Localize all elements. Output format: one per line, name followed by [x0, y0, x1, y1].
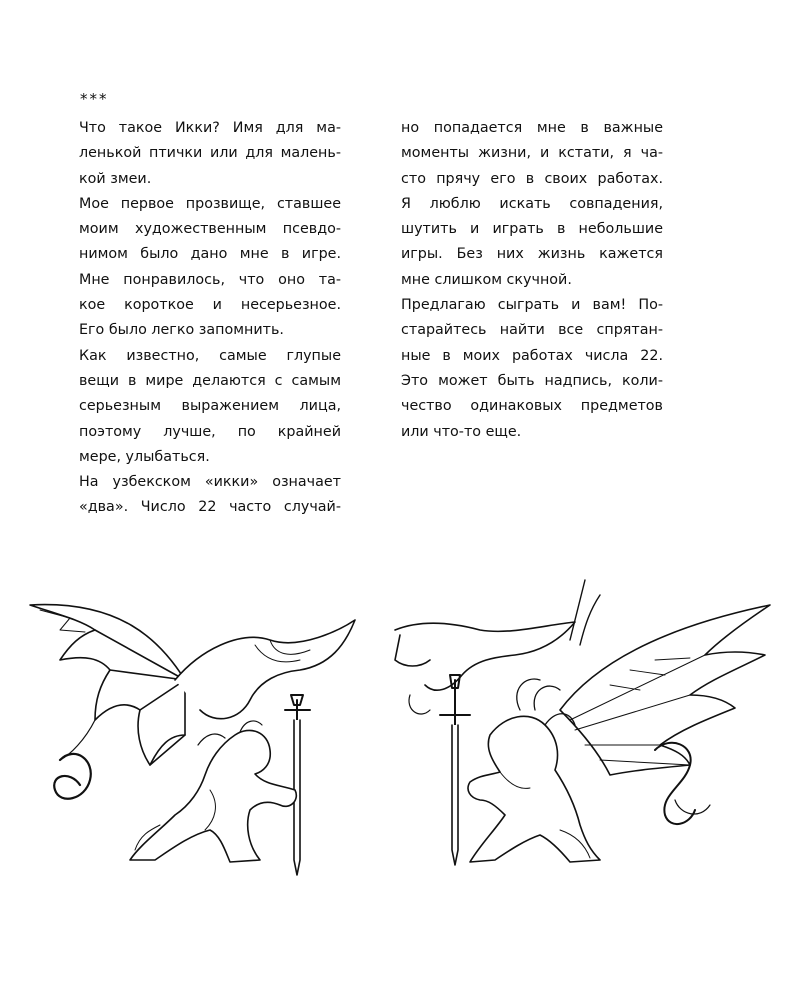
text-line: игры. Без них жизнь кажется — [401, 246, 663, 263]
banner-ribbon-icon — [175, 620, 355, 719]
text-line: Предлагаю сыграть и вам! По- — [401, 297, 663, 314]
text-line: моменты жизни, и кстати, я ча- — [401, 145, 663, 162]
text-line: мере, улыбаться. — [79, 448, 210, 465]
text-line: мне слишком скучной. — [401, 271, 572, 288]
text-line: моим художественным псевдо- — [79, 221, 341, 238]
text-line: Что такое Икки? Имя для ма- — [79, 120, 341, 136]
text-line: сто прячу его в своих работах. — [401, 170, 663, 187]
text-line: Его было легко запомнить. — [79, 322, 284, 339]
text-line: «два». Число 22 часто случай- — [79, 499, 341, 516]
text-line: ленькой птички или для малень- — [79, 145, 341, 162]
section-separator: *** — [80, 90, 109, 108]
text-line: нимом было дано мне в игре. — [79, 246, 341, 263]
illustration — [0, 560, 800, 890]
left-winged-figure-image — [30, 605, 355, 875]
text-line: кой змеи. — [79, 170, 152, 187]
kneeling-figure-icon — [468, 716, 600, 862]
right-winged-figure-image — [395, 580, 770, 865]
text-column-left — [79, 116, 341, 521]
text-line: шутить и играть в небольшие — [401, 221, 663, 238]
text-line: чество одинаковых предметов — [401, 398, 663, 415]
text-column-right — [401, 116, 663, 445]
text-line: На узбекском «икки» означает — [79, 474, 341, 491]
text-line: Мое первое прозвище, ставшее — [79, 195, 341, 212]
bat-wing-icon — [30, 605, 185, 765]
text-line: или что-то еще. — [401, 423, 522, 440]
text-line: кое короткое и несерьезное. — [79, 297, 341, 314]
feather-wing-icon — [560, 605, 770, 775]
text-line: Как известно, самые глупые — [79, 347, 341, 364]
text-line: старайтесь найти все спрятан- — [401, 322, 663, 339]
text-line: Это может быть надпись, коли- — [401, 372, 663, 389]
text-line: поэтому лучше, по крайней — [79, 423, 341, 440]
text-line: но попадается мне в важные — [401, 120, 663, 136]
text-line: Я люблю искать совпадения, — [401, 195, 663, 212]
text-line: серьезным выражением лица, — [79, 398, 341, 415]
text-line: Мне понравилось, что оно та- — [79, 271, 341, 288]
text-line: ные в моих работах числа 22. — [401, 347, 663, 364]
text-line: вещи в мире делаются с самым — [79, 372, 341, 389]
